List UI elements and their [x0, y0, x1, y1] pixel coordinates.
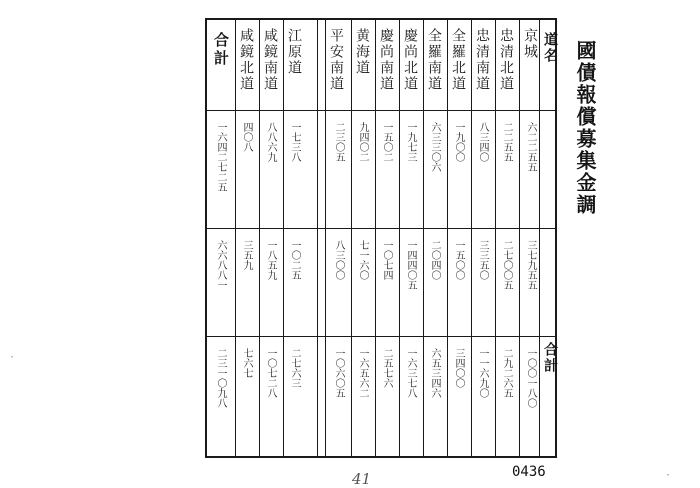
- col-rule: [375, 18, 376, 458]
- scan-speck: ·: [666, 468, 670, 482]
- count-cell: 六二二五五: [525, 122, 536, 172]
- col-rule: [495, 18, 496, 458]
- gutter-right: [325, 18, 326, 458]
- col-rule: [471, 18, 472, 458]
- grand-total-label: 合計: [212, 32, 230, 68]
- total-cell: 一六三七八: [405, 348, 416, 398]
- page-number-stamp: 0436: [512, 464, 546, 480]
- frame-top: [205, 18, 557, 20]
- col-rule: [259, 18, 260, 458]
- count-cell: 二二五五: [501, 122, 512, 162]
- col-rule: [283, 18, 284, 458]
- ledger-table: [205, 18, 557, 458]
- amount-cell: 七一六〇: [357, 240, 368, 280]
- amount-cell: 一四四〇五: [405, 240, 416, 290]
- document-title: 國債報償募集金調: [573, 40, 597, 216]
- amount-cell: 八三〇〇: [333, 240, 344, 280]
- region-name: 咸鏡南道: [262, 28, 278, 92]
- frame-bottom: [205, 456, 557, 458]
- region-name: 京城: [522, 28, 538, 60]
- region-name: 忠清北道: [498, 28, 514, 92]
- total-cell: 七六七: [241, 348, 252, 378]
- count-cell: 一九〇〇: [453, 122, 464, 162]
- count-cell: 八三四〇: [477, 122, 488, 162]
- count-cell: 六三三〇六: [429, 122, 440, 172]
- header-region: 道名: [542, 32, 558, 64]
- count-cell: 一九七三: [405, 122, 416, 162]
- region-name: 慶尚北道: [402, 28, 418, 92]
- total-cell: 一六五六二: [357, 348, 368, 398]
- col-rule: [447, 18, 448, 458]
- col-rule: [351, 18, 352, 458]
- count-cell: 二三〇五: [333, 122, 344, 162]
- total-cell: 一〇〇一八〇: [525, 348, 536, 408]
- col-rule: [235, 18, 236, 458]
- count-cell: 一六四二七二五: [215, 122, 226, 192]
- amount-cell: 一〇七四: [381, 240, 392, 280]
- total-cell: 三四〇〇: [453, 348, 464, 388]
- amount-cell: 六六八八一: [215, 240, 226, 290]
- frame-left: [205, 18, 207, 458]
- amount-cell: 一八五九: [265, 240, 276, 280]
- count-cell: 一五〇二: [381, 122, 392, 162]
- region-name: 慶尚南道: [378, 28, 394, 92]
- count-cell: 八八六九: [265, 122, 276, 162]
- total-cell: 六五三四六: [429, 348, 440, 398]
- region-name: 黄海道: [354, 28, 370, 76]
- amount-cell: 二〇四〇: [429, 240, 440, 280]
- handwritten-mark: 41: [352, 470, 372, 488]
- count-cell: 四〇八: [241, 122, 252, 152]
- scan-speck: ·: [10, 350, 14, 364]
- total-cell: 二七六三: [289, 348, 300, 388]
- gutter-left: [317, 18, 318, 458]
- band-rule-1: [205, 110, 557, 111]
- region-name: 平安南道: [328, 28, 344, 92]
- band-rule-2: [205, 228, 557, 229]
- amount-cell: 二七〇〇五: [501, 240, 512, 290]
- region-name: 咸鏡北道: [238, 28, 254, 92]
- col-rule: [423, 18, 424, 458]
- col-rule: [399, 18, 400, 458]
- region-name: 全羅南道: [426, 28, 442, 92]
- count-cell: 一七三八: [289, 122, 300, 162]
- amount-cell: 三三五〇: [477, 240, 488, 280]
- total-cell: 二五七六: [381, 348, 392, 388]
- region-name: 全羅北道: [450, 28, 466, 92]
- col-rule: [519, 18, 520, 458]
- header-total: 合計: [542, 342, 558, 374]
- total-cell: 二三一〇九八: [215, 348, 226, 408]
- region-name: 忠清南道: [474, 28, 490, 92]
- total-cell: 一〇六〇五: [333, 348, 344, 398]
- total-cell: 一〇七二八: [265, 348, 276, 398]
- col-rule: [539, 18, 540, 458]
- amount-cell: 三五九: [241, 240, 252, 270]
- total-cell: 一一六九〇: [477, 348, 488, 398]
- region-name: 江原道: [286, 28, 302, 76]
- amount-cell: 一〇二五: [289, 240, 300, 280]
- total-cell: 二九二六五: [501, 348, 512, 398]
- amount-cell: 三七九五五: [525, 240, 536, 290]
- band-rule-3: [205, 336, 557, 337]
- frame-right: [555, 18, 557, 458]
- count-cell: 九四〇二: [357, 122, 368, 162]
- amount-cell: 一五〇〇: [453, 240, 464, 280]
